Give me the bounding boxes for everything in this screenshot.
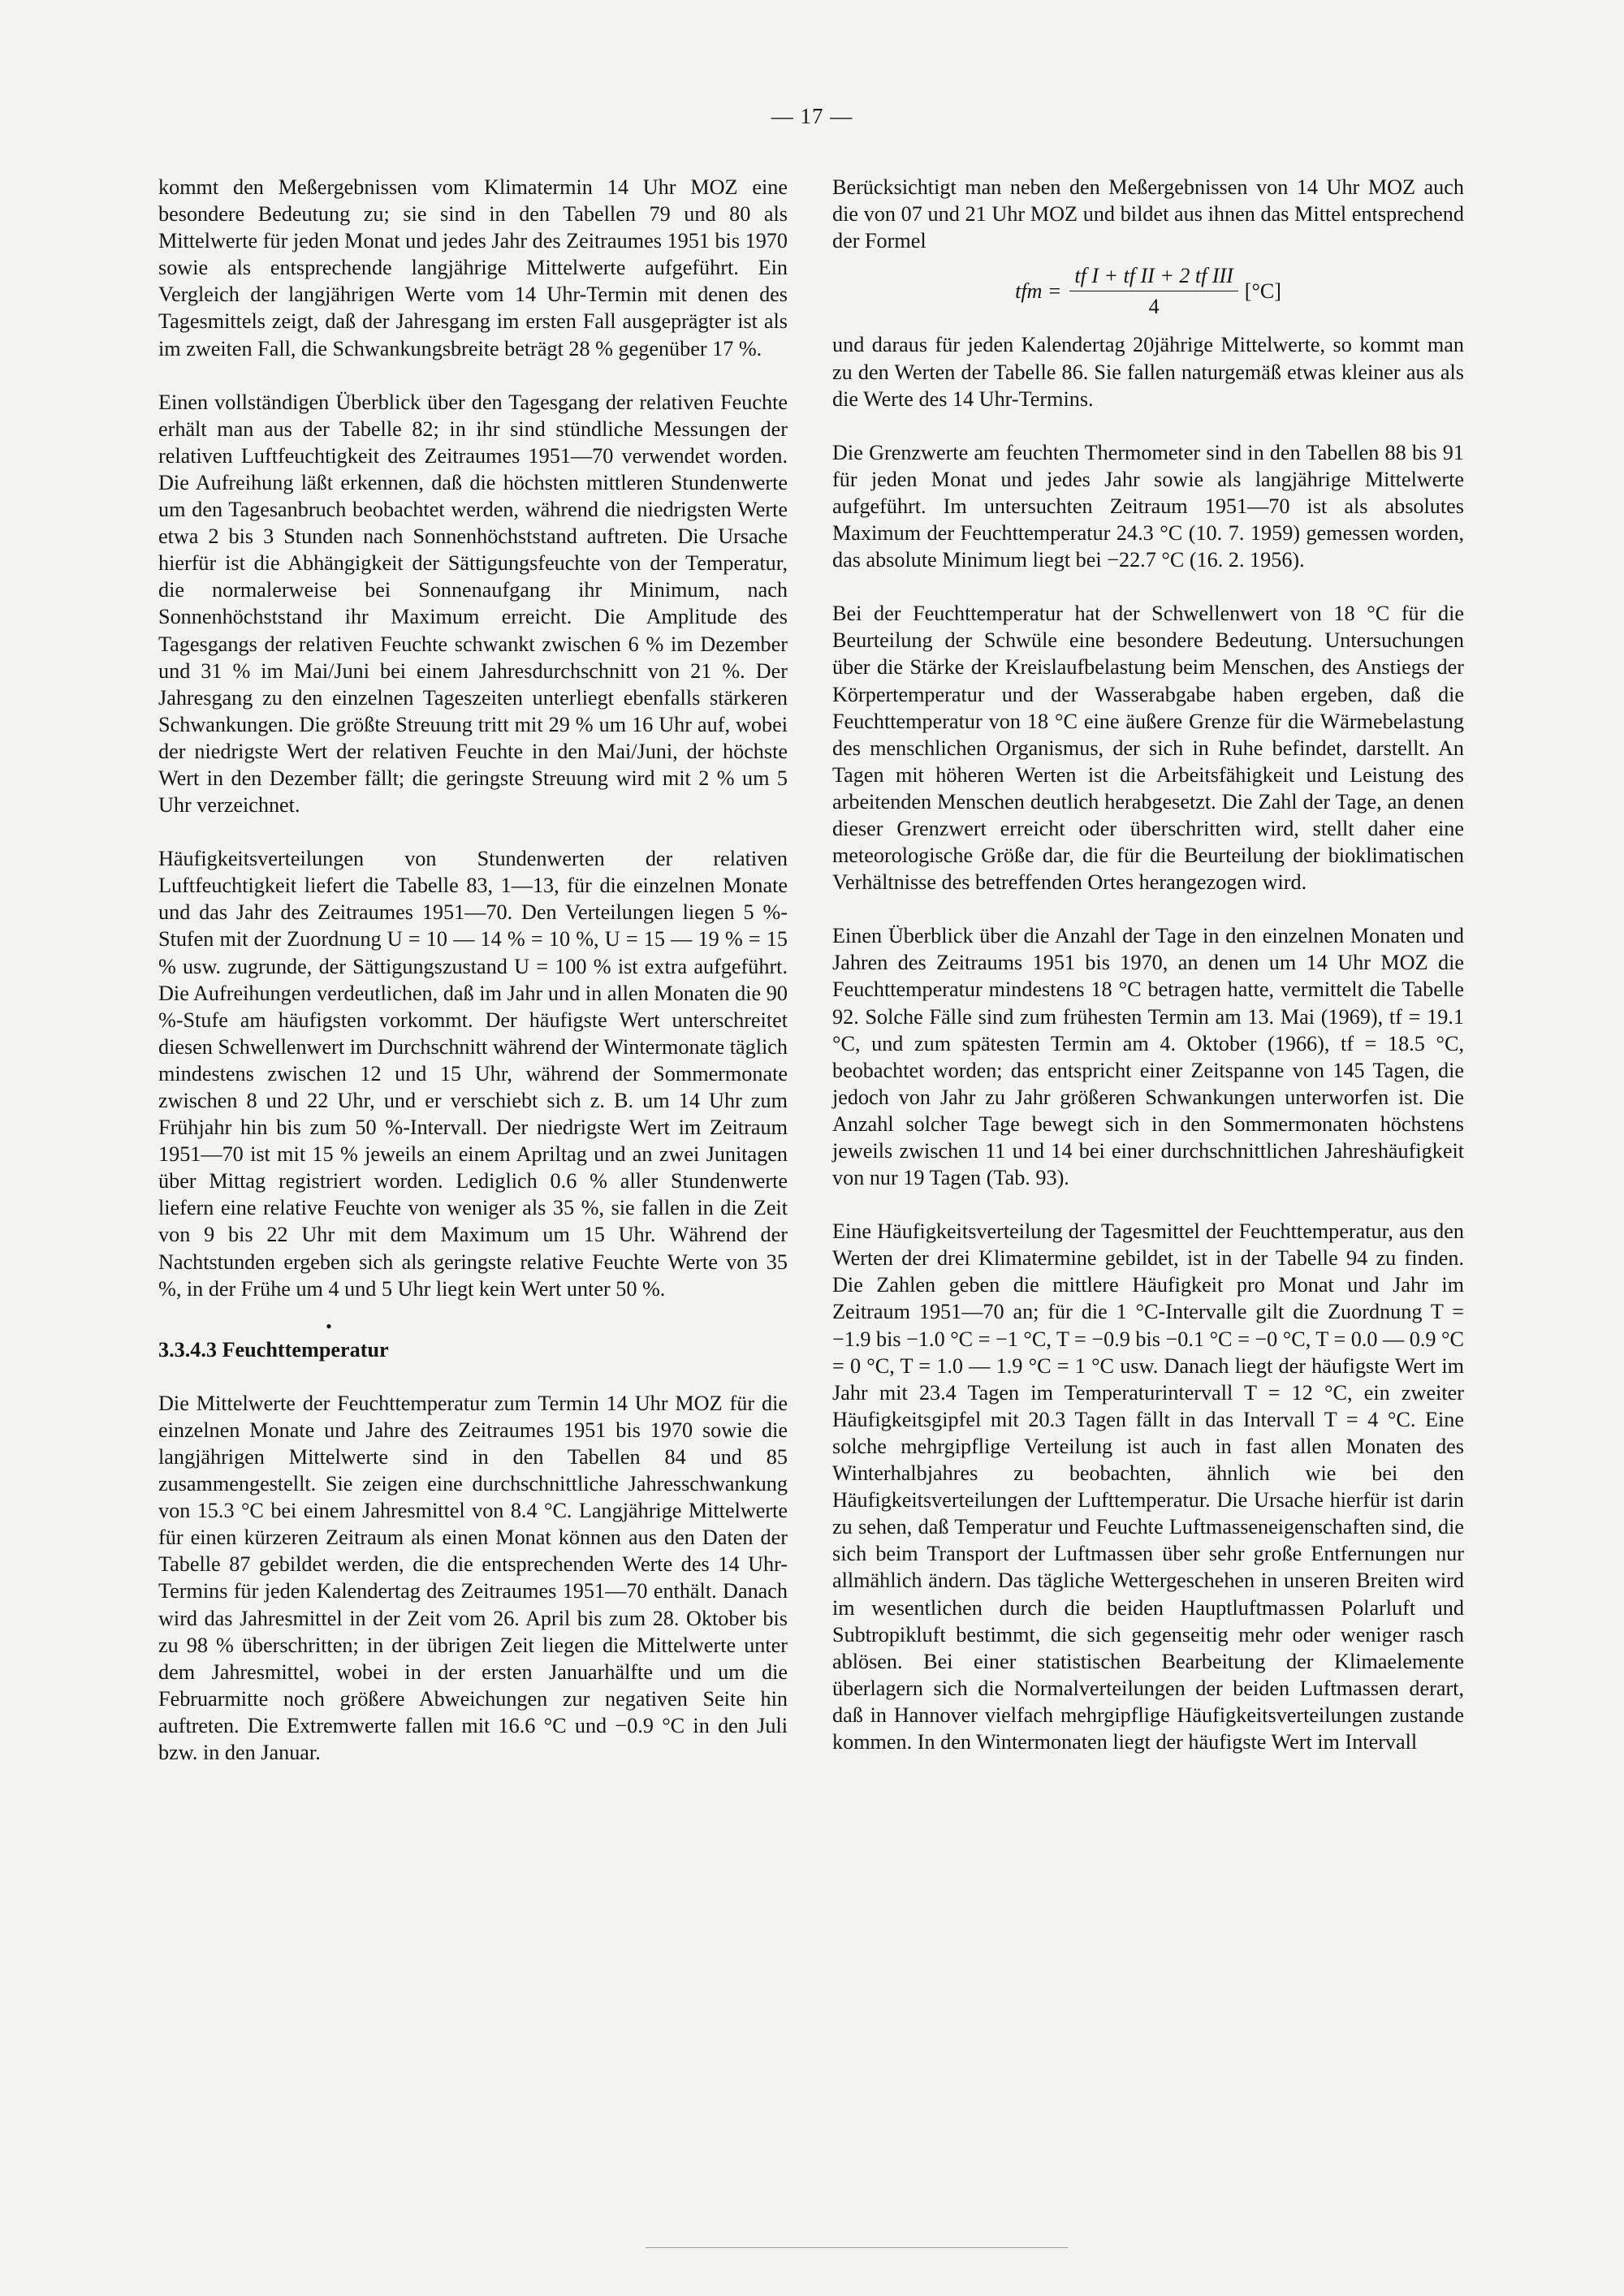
paragraph: Die Mittelwerte der Feuchttemperatur zum Termin 14 Uhr MOZ für die einzelnen Monate und Jahre des Zeitraumes 1951 bis 1970 sowie die langjährigen Mittelwerte sind in den Tabellen 84 und 85 zusammengestellt. Sie zeigen eine durchschnittliche Jahresschwankung von 15.3 °C bei einem Jahresmittel von 8.4 °C. Langjährige Mittelwerte für einen kürzeren Zeitraum als einen Monat können aus den Daten der Tabelle 87 gebildet werden, die die entsprechenden Werte des 14 Uhr-Termins für jeden Kalendertag des Zeitraumes 1951—70 enthält. Danach wird das Jahresmittel in der Zeit vom 26. April bis zum 28. Oktober bis zu 98 % überschritten; in der übrigen Zeit liegen die Mittelwerte unter dem Jahresmittel, wobei in der ersten Januarhälfte und um die Februarmitte noch größere Abweichungen zur negativen Seite hin auftreten. Die Extremwerte fallen mit 16.6 °C und −0.9 °C in den Juli bzw. in den Januar. — [158, 1391, 788, 1764]
paragraph: Einen vollständigen Überblick über den Tagesgang der relativen Feuchte erhält man aus der Tabelle 82; in ihr sind stündliche Messungen der relativen Luftfeuchtigkeit des Zeitraumes 1951—70 verwendet worden. Die Aufreihung läßt erkennen, daß die höchsten mittleren Stundenwerte um den Tagesanbruch beobachtet werden, während die niedrigsten Werte etwa 2 bis 3 Stunden nach Sonnenhöchststand auftreten. Die Ursache hierfür ist die Abhängigkeit der Sättigungsfeuchte von der Temperatur, die normalerweise bei Sonnenaufgang ihr Minimum, nach Sonnenhöchststand ihr Maximum erreicht. Die Amplitude des Tagesgangs der relativen Feuchte schwankt zwischen 6 % im Dezember und 31 % im Mai/Juni bei einem Jahresdurchschnitt von 21 %. Der Jahresgang zu den einzelnen Tageszeiten unterliegt ebenfalls stärkeren Schwankungen. Die größte Streuung tritt mit 29 % um 16 Uhr auf, wobei der niedrigste Wert der relativen Feuchte in den Mai/Juni, der höchste Wert in den Dezember fällt; die geringste Streuung wird mit 2 % um 5 Uhr verzeichnet. — [158, 390, 788, 818]
paragraph: kommt den Meßergebnissen vom Klimatermin 14 Uhr MOZ eine besondere Bedeutung zu; sie sind in den Tabellen 79 und 80 als Mittelwerte für jeden Monat und jedes Jahr des Zeitraumes 1951 bis 1970 sowie als entsprechende langjährige Mittelwerte aufgeführt. Ein Vergleich der langjährigen Werte vom 14 Uhr-Termin mit denen des Tagesmittels zeigt, daß der Jahresgang im ersten Fall ausgeprägter ist als im zweiten Fall, die Schwankungsbreite beträgt 28 % gegenüber 17 %. — [158, 175, 788, 360]
right-column — [832, 174, 1464, 1755]
formula-denominator: 4 — [1148, 295, 1160, 319]
paragraph: Eine Häufigkeitsverteilung der Tagesmittel der Feuchttemperatur, aus den Werten der drei Klimatermine gebildet, ist in der Tabelle 94 zu finden. Die Zahlen geben die mittlere Häufigkeit pro Monat und Jahr im Zeitraum 1951—70 an; für die 1 °C-Intervalle gilt die Zuordnung T = −1.9 bis −1.0 °C = −1 °C, T = −0.9 bis −0.1 °C = −0 °C, T = 0.0 — 0.9 °C = 0 °C, T = 1.0 — 1.9 °C = 1 °C usw. Danach liegt der häufigste Wert im Jahr mit 23.4 Tagen im Temperaturintervall T = 12 °C, ein zweiter Häufigkeitsgipfel mit 20.3 Tagen fällt in das Intervall T = 4 °C. Eine solche mehrgipflige Verteilung ist auch in fast allen Monaten des Winterhalbjahres zu beobachten, ähnlich wie bei den Häufigkeitsverteilungen der Lufttemperatur. Die Ursache hierfür ist darin zu sehen, daß Temperatur und Feuchte Luftmasseneigenschaften sind, die sich beim Transport der Luftmassen über sehr große Entfernungen nur allmählich ändern. Das tägliche Wettergeschehen in unseren Breiten wird im wesentlichen durch die beiden Hauptluftmassen Polarluft und Subtropikluft bestimmt, die sich gegenseitig mehr oder weniger rasch ablösen. Bei einer statistischen Bearbeitung der Klimaelemente überlagern sich die Normalverteilungen der beiden Luftmassen derart, daß in Hannover vielfach mehrgipflige Häufigkeitsverteilungen zustande kommen. In den Wintermonaten liegt der häufigste Wert im Intervall — [832, 1219, 1464, 1754]
paragraph: Einen Überblick über die Anzahl der Tage in den einzelnen Monaten und Jahren des Zeitraums 1951 bis 1970, an denen um 14 Uhr MOZ die Feuchttemperatur mindestens 18 °C betragen hatte, vermittelt die Tabelle 92. Solche Fälle sind zum frühesten Termin am 13. Mai (1969), tf = 19.1 °C, und zum spätesten Termin am 4. Oktober (1966), tf = 18.5 °C, beobachtet worden; das entspricht einer Zeitspanne von 145 Tagen, die jedoch von Jahr zu Jahr größeren Schwankungen unterworfen ist. Die Anzahl solcher Tage bewegt sich in den Sommermonaten höchstens jeweils zwischen 11 und 14 bei einer durchschnittlichen Jahreshäufigkeit von nur 19 Tagen (Tab. 93). — [832, 924, 1464, 1190]
paragraph: und daraus für jeden Kalendertag 20jährige Mittelwerte, so kommt man zu den Werten der Tabelle 86. Sie fallen naturgemäß etwas kleiner aus als die Werte des 14 Uhr-Termins. — [832, 333, 1464, 411]
footer-rule — [646, 2247, 1068, 2248]
formula-fraction — [1069, 262, 1237, 320]
page-number: — 17 — — [771, 104, 853, 128]
formula-numerator: tf I + tf II + 2 tf III — [1069, 262, 1237, 291]
section-heading: 3.3.4.3 Feuchttemperatur — [158, 1337, 389, 1362]
bullet-mark: • — [326, 1315, 332, 1336]
paragraph: Häufigkeitsverteilungen von Stundenwerten der relativen Luftfeuchtigkeit liefert die Tabelle 83, 1—13, für die einzelnen Monate und das Jahr des Zeitraumes 1951—70. Den Verteilungen liegen 5 %-Stufen mit der Zuordnung U = 10 — 14 % = 10 %, U = 15 — 19 % = 15 % usw. zugrunde, der Sättigungszustand U = 100 % ist extra aufgeführt. Die Aufreihungen verdeutlichen, daß im Jahr und in allen Monaten die 90 %-Stufe am häufigsten vorkommt. Der häufigste Wert unterschreitet diesen Schwellenwert im Durchschnitt während der Wintermonate täglich mindestens zwischen 12 und 15 Uhr, während der Sommermonate zwischen 8 und 22 Uhr, und er verschiebt sich z. B. um 14 Uhr zum Frühjahr hin bis zum 50 %-Intervall. Der niedrigste Wert im Zeitraum 1951—70 ist mit 15 % jeweils an einem Apriltag und an zwei Junitagen über Mittag registriert worden. Lediglich 0.6 % aller Stundenwerte liefern eine relative Feuchte von weniger als 35 %, sie fallen in die Zeit von 9 bis 22 Uhr mit dem Maximum um 15 Uhr. Während der Nachtstunden ergeben sich als geringste relative Feuchte Werte von 35 %, in der Frühe um 4 und 5 Uhr liegt kein Wert unter 50 %. — [158, 847, 788, 1301]
mean-formula — [832, 262, 1464, 320]
paragraph: Berücksichtigt man neben den Meßergebnissen von 14 Uhr MOZ auch die von 07 und 21 Uhr MOZ und bildet aus ihnen das Mittel entsprechend der Formel — [832, 175, 1464, 253]
left-column — [158, 174, 788, 1766]
formula-unit: [°C] — [1244, 279, 1281, 304]
formula-lhs: tfm = — [1015, 279, 1062, 304]
paragraph: Bei der Feuchttemperatur hat der Schwellenwert von 18 °C für die Beurteilung der Schwüle eine besondere Bedeutung. Untersuchungen über die Stärke der Kreislaufbelastung beim Menschen, des Anstiegs der Körpertemperatur und der Wasserabgabe haben ergeben, daß die Feuchttemperatur von 18 °C eine äußere Grenze für die Wärmebelastung des menschlichen Organismus, der sich in Ruhe befindet, darstellt. An Tagen mit höheren Werten ist die Arbeitsfähigkeit und Leistung des arbeitenden Menschen deutlich herabgesetzt. Die Zahl der Tage, an denen dieser Grenzwert erreicht oder überschritten wird, stellt daher eine meteorologische Größe dar, die für die Beurteilung der bioklimatischen Verhältnisse des betreffenden Ortes herangezogen wird. — [832, 602, 1464, 895]
paragraph: Die Grenzwerte am feuchten Thermometer sind in den Tabellen 88 bis 91 für jeden Monat und jedes Jahr sowie als langjährige Mittelwerte aufgeführt. Im untersuchten Zeitraum 1951—70 ist als absolutes Maximum der Feuchttemperatur 24.3 °C (10. 7. 1959) gemessen worden, das absolute Minimum liegt bei −22.7 °C (16. 2. 1956). — [832, 440, 1464, 572]
